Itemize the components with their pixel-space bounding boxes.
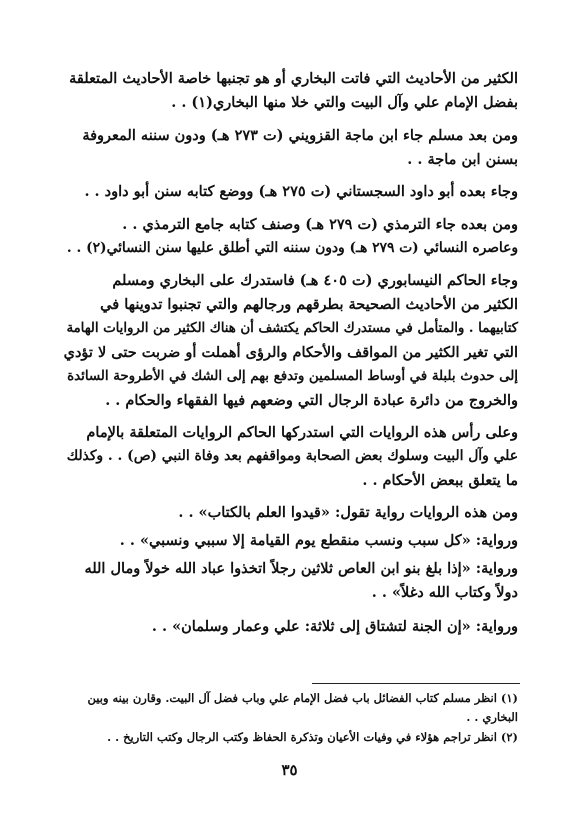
text-line: والخروج من دائرة عبادة الرجال التي وضعهم فيها الفقهاء والحكام . . [105,392,518,409]
footnote-line: (١) انظر مسلم كتاب الفضائل باب فضل الإمام علي وباب فضل آل البيت. وقارن بينه وبين [87,691,518,705]
text-line: الكثير من الأحاديث التي فاتت البخاري أو هو تجنبها خاصة الأحاديث المتعلقة [69,70,518,87]
text-line: وجاء بعده أبو داود السجستاني (ت ٢٧٥ هـ) ووضع كتابه سنن أبو داود . . [84,183,518,200]
text-line: كتابيهما . والمتأمل في مستدرك الحاكم يكتشف أن هناك الكثير من الروايات الهامة [66,321,518,336]
text-line: ورواية: «إن الجنة لتشتاق إلى ثلاثة: علي وعمار وسلمان» . . [151,618,518,635]
text-line: وعاصره النسائي (ت ٢٧٩ هـ) ودون سننه التي أطلق عليها سنن النسائي(٢) . . [66,240,518,256]
text-line: ما يتعلق ببعض الأحكام . . [362,472,518,489]
text-line: ومن بعد مسلم جاء ابن ماجة القزويني (ت ٢٧٣ هـ) ودون سننه المعروفة [82,127,518,144]
text-line: التي تغير الكثير من المواقف والأحكام والرؤى أهملت أو ضربت حتى لا تؤدي [63,344,518,361]
text-line: وجاء الحاكم النيسابوري (ت ٤٠٥ هـ) فاستدرك على البخاري ومسلم [112,272,518,289]
text-line: بفضل الإمام علي وآل البيت والتي خلا منها البخاري(١) . . [171,94,518,111]
page-number: ٣٥ [281,761,298,779]
footnote-divider [312,683,520,684]
text-line: وعلى رأس هذه الروايات التي استدركها الحاكم الروايات المتعلقة بالإمام [86,424,518,441]
text-line: الكثير من الأحاديث الصحيحة بطرقهم ورجالهم والتي تجنبوا تدوينها في [100,296,518,313]
footnote-line: البخاري . . [466,710,518,724]
text-line: ومن هذه الروايات رواية تقول: «قيدوا العلم بالكتاب» . . [178,504,518,521]
text-line: علي وآل البيت وسلوك بعض الصحابة ومواقفهم بعد وفاة النبي (ص) . . وكذلك [66,448,518,464]
text-line: بسنن ابن ماجة . . [407,151,518,168]
text-line: إلى حدوث بلبلة في أوساط المسلمين وتدفع بهم إلى الشك في الأطروحة السائدة [67,368,518,384]
footnote-line: (٢) انظر تراجم هؤلاء في وفيات الأعيان وتذكرة الحفاظ وكتب الرجال وكتب التاريخ . . [107,730,518,744]
text-line: ورواية: «إذا بلغ بنو ابن العاص ثلاثين رجلاً اتخذوا عباد الله خولاً ومال الله [84,560,518,577]
text-line: ومن بعده جاء الترمذي (ت ٢٧٩ هـ) وصنف كتابه جامع الترمذي . . [122,216,518,233]
text-line: دولاً وكتاب الله دغلاً» . . [371,584,518,601]
text-line: ورواية: «كل سبب ونسب منقطع يوم القيامة إلا سببي ونسبي» . . [119,532,518,549]
